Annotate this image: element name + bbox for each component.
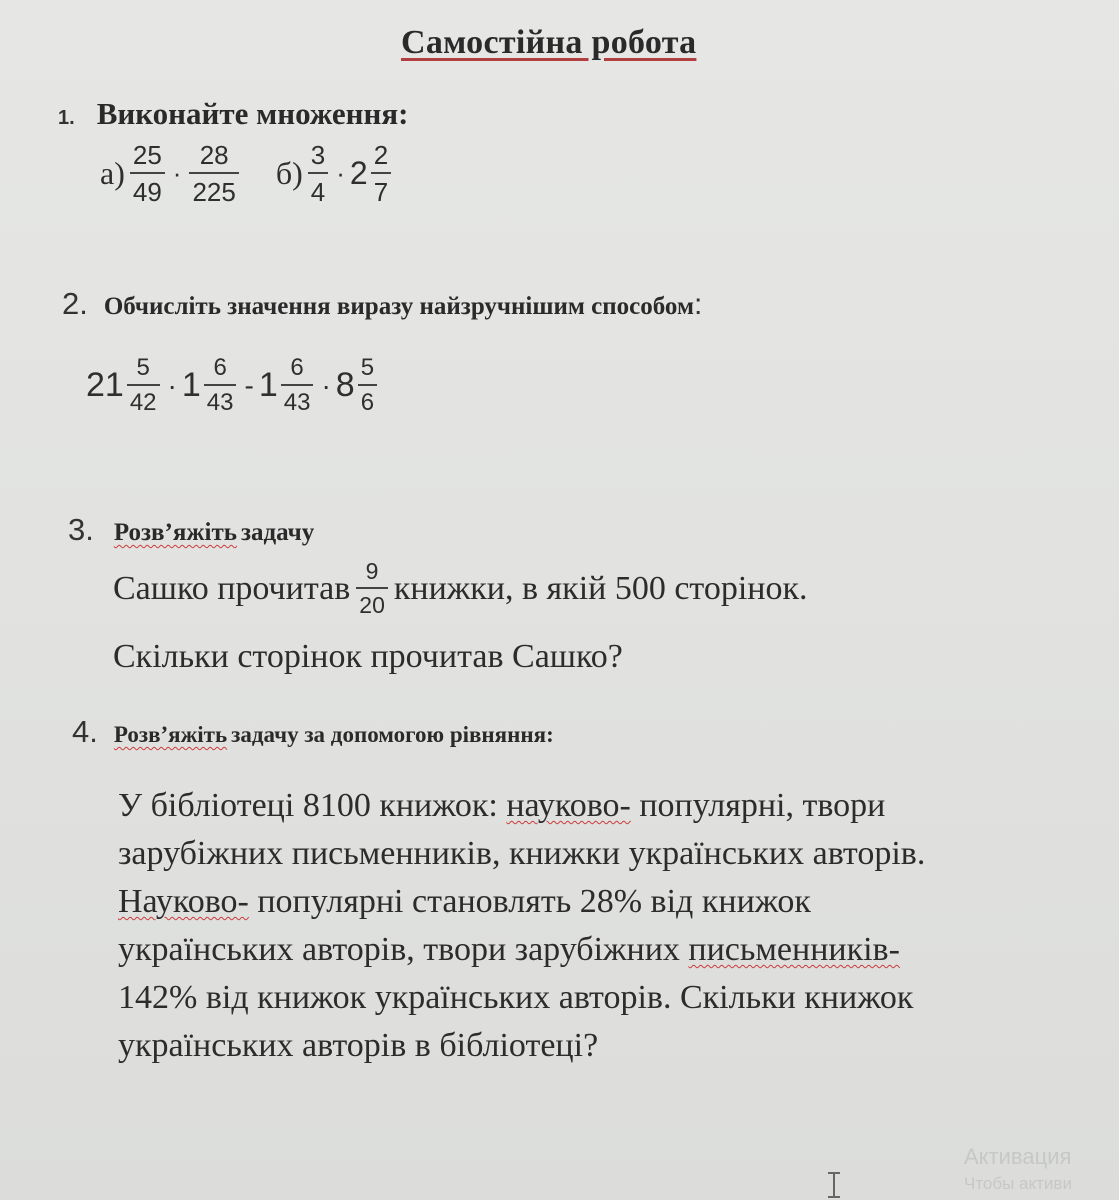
task-3-heading-rest: задачу <box>240 519 315 546</box>
task-1b-fraction-2 <box>371 142 391 205</box>
fraction <box>356 560 388 617</box>
task-1a-label: а) <box>100 155 125 191</box>
task-2-header <box>62 286 702 322</box>
task-4-number: 4. <box>72 714 98 749</box>
spellcheck-word: письменників- <box>688 931 900 968</box>
text-segment: книжки, в якій 500 сторінок. <box>393 569 808 607</box>
paragraph-line <box>118 878 925 926</box>
task-2-number: 2. <box>62 286 88 321</box>
numerator: 2 <box>373 140 389 170</box>
mixed-whole: 1 <box>181 366 201 404</box>
task-1a-fraction-1 <box>130 142 165 205</box>
numerator: 5 <box>136 354 150 381</box>
page-title: Самостійна робота <box>401 24 697 61</box>
mixed-whole: 2 <box>349 155 368 191</box>
task-1-expressions <box>100 142 394 205</box>
text-segment: українських авторів, твори зарубіжних <box>118 931 689 968</box>
task-3-number: 3. <box>68 512 94 547</box>
denominator: 20 <box>356 587 388 617</box>
numerator: 3 <box>310 140 326 170</box>
denominator: 7 <box>371 172 391 205</box>
task-4-header <box>72 714 554 750</box>
numerator: 25 <box>132 140 162 170</box>
task-2-heading: Обчисліть значення виразу найзручнішим способом <box>103 293 694 320</box>
text-segment: популярні становлять 28% від книжок <box>248 883 811 920</box>
task-4-heading-rest: задачу за допомогою рівняння: <box>231 722 554 747</box>
paragraph-line <box>118 1022 925 1070</box>
task-2-expression <box>86 356 380 415</box>
multiply-sign: · <box>172 158 182 188</box>
paragraph-line <box>118 974 925 1022</box>
text-segment: популярні, твори <box>630 787 886 824</box>
task-1b-fraction-1 <box>308 142 328 205</box>
text-segment: зарубіжних письменників, книжки українських авторів. <box>118 835 926 872</box>
task-3-line-1 <box>113 560 808 617</box>
fraction <box>281 356 314 415</box>
paragraph-line <box>118 830 925 878</box>
numerator: 6 <box>290 354 304 381</box>
denominator: 6 <box>358 384 377 415</box>
numerator: 9 <box>365 558 379 584</box>
denominator: 43 <box>204 384 237 415</box>
minus-sign: - <box>244 369 254 401</box>
task-2-colon: : <box>693 288 703 321</box>
task-3-header <box>68 512 314 548</box>
task-1a-fraction-2 <box>189 142 238 205</box>
text-segment: Сашко прочитав <box>113 569 351 607</box>
denominator: 42 <box>127 384 160 415</box>
activation-watermark-subtitle: Чтобы активи <box>964 1174 1072 1193</box>
text-segment: українських авторів в бібліотеці? <box>118 1027 599 1064</box>
task-4-heading-word: Розв’яжіть <box>113 722 228 747</box>
denominator: 49 <box>130 172 165 205</box>
task-1-header <box>58 96 409 132</box>
fraction <box>204 356 237 415</box>
spellcheck-word: науково- <box>506 787 631 824</box>
task-3-line-2: Скільки сторінок прочитав Сашко? <box>113 638 623 675</box>
numerator: 28 <box>199 140 229 170</box>
activation-watermark-title: Активация <box>964 1144 1072 1169</box>
multiply-sign: · <box>167 369 177 401</box>
multiply-sign: · <box>321 369 331 401</box>
mixed-whole: 1 <box>258 366 278 404</box>
task-1b-label: б) <box>275 155 303 191</box>
mixed-whole: 8 <box>335 366 355 404</box>
task-3-heading-word: Розв’яжіть <box>113 519 237 546</box>
paragraph-line <box>118 926 925 974</box>
denominator: 225 <box>189 172 238 205</box>
spellcheck-word: Науково- <box>118 883 249 920</box>
mixed-whole: 21 <box>86 366 124 404</box>
text-segment: У бібліотеці 8100 книжок: <box>118 787 507 824</box>
denominator: 43 <box>281 384 314 415</box>
fraction <box>358 356 377 415</box>
text-cursor-icon <box>826 1172 840 1198</box>
numerator: 6 <box>213 354 227 381</box>
numerator: 5 <box>360 354 375 381</box>
task-1-heading: Виконайте множення: <box>96 96 409 131</box>
multiply-sign: · <box>336 158 345 188</box>
task-1-number: 1. <box>58 107 75 129</box>
text-segment: 142% від книжок українських авторів. Скільки книжок <box>118 979 914 1016</box>
paragraph-line <box>118 782 925 830</box>
denominator: 4 <box>308 172 328 205</box>
task-4-paragraph <box>118 782 925 1070</box>
fraction <box>127 356 160 415</box>
